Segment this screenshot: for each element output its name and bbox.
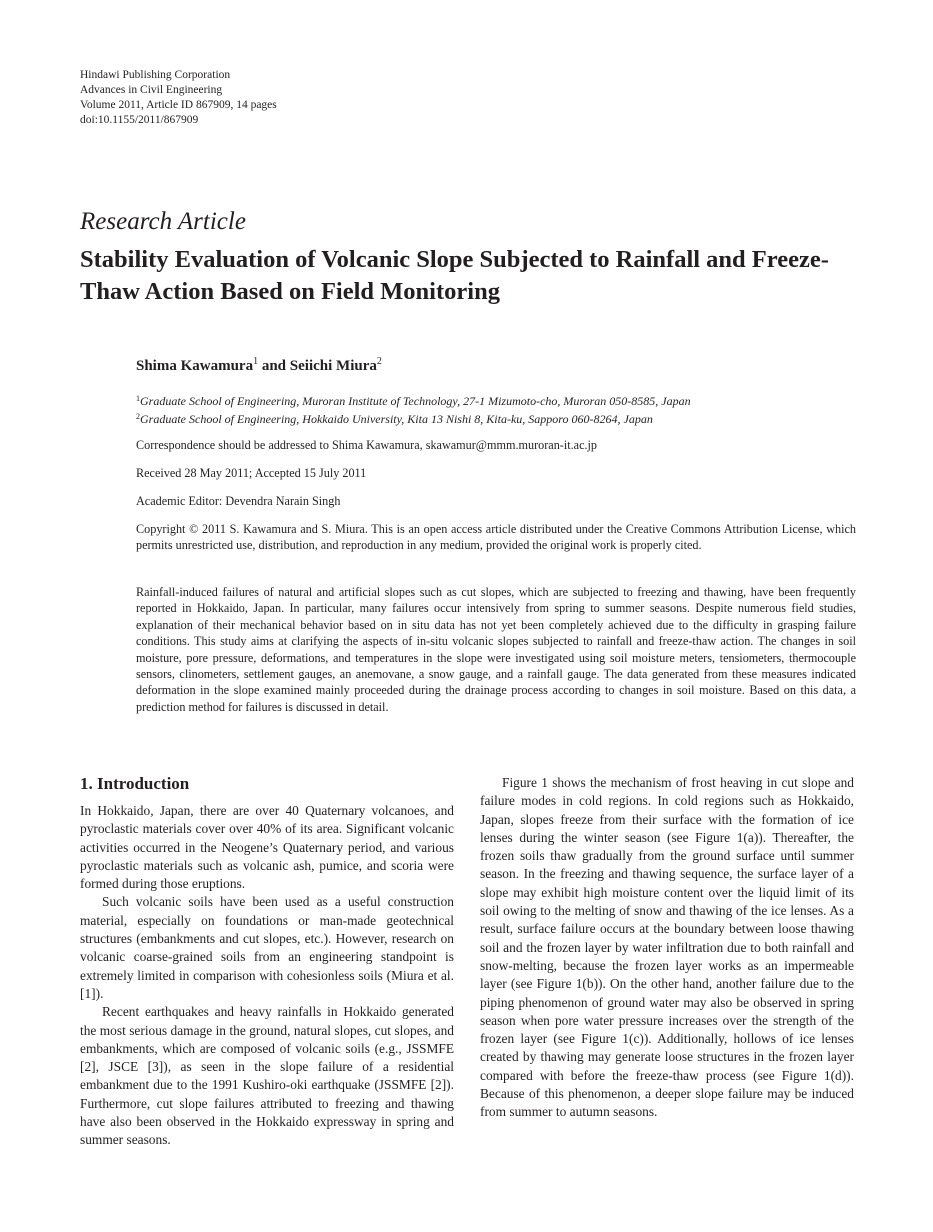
body-column-right: [480, 774, 854, 1122]
author-list: [136, 356, 856, 375]
body-paragraph: Recent earthquakes and heavy rainfalls in Hokkaido generated the most serious damage in the ground, natural slopes, cut slopes, and embankments, which are composed of volcanic soils (e.g., JSSMFE [2], JSCE [3]), as seen in the slope failure of a residential embankment due to the 1991 Kushiro-oki earthquake (JSSMFE [2]). Furthermore, cut slope failures attributed to freezing and thawing have also been observed in the Hokkaido expressway in spring and summer seasons.: [80, 1004, 454, 1148]
body-column-left: [80, 774, 454, 1150]
author-name[interactable]: Seiichi Miura: [289, 358, 377, 374]
correspondence-line: Correspondence should be addressed to Shima Kawamura, skawamur@mmm.muroran-it.ac.jp: [136, 438, 598, 452]
abstract: Rainfall-induced failures of natural and artificial slopes such as cut slopes, which are subjected to freezing and thawing, have been frequently reported in Hokkaido, Japan. In particular, many failures occur intensively from spring to summer seasons. Despite numerous field studies, explanation of their mechanical behavior based on in situ data has not yet been completely achieved due to the difficulty in grasping failure conditions. This study aims at clarifying the aspects of in-situ volcanic slopes subjected to rainfall and freeze-thaw action. The changes in soil moisture, pore pressure, deformations, and temperatures in the slope were investigated using soil moisture meters, tensiometers, thermocouple sensors, clinometers, settlement gauges, an anemovane, a snow gauge, and a rainfall gauge. The data generated from these measures indicated deformation in the slope examined mainly proceeded during the drainage process according to changes in soil moisture. Based on this data, a prediction method for failures is discussed in detail.: [136, 585, 856, 714]
doi-line[interactable]: doi:10.1155/2011/867909: [80, 114, 199, 126]
affiliation-text: Graduate School of Engineering, Muroran Institute of Technology, 27-1 Mizumoto-cho, Muroran 050-8585, Japan: [140, 394, 691, 408]
affiliation-marker: 1: [136, 394, 140, 403]
author-name[interactable]: Shima Kawamura: [136, 358, 254, 374]
journal-header: [80, 68, 277, 128]
received-dates: Received 28 May 2011; Accepted 15 July 2011: [136, 466, 367, 480]
affiliation-item: [136, 409, 856, 427]
author-affil-marker: 2: [376, 356, 382, 367]
affiliation-item: [136, 391, 856, 409]
affiliation-text: Graduate School of Engineering, Hokkaido University, Kita 13 Nishi 8, Kita-ku, Sapporo 060-8264, Japan: [140, 412, 653, 426]
copyright-notice: Copyright © 2011 S. Kawamura and S. Miura. This is an open access article distributed under the Creative Commons Attribution License, which permits unrestricted use, distribution, and reproduction in any medium, provided the original work is properly cited.: [136, 522, 856, 553]
body-paragraph: Figure 1 shows the mechanism of frost heaving in cut slope and failure modes in cold regions. In cold regions such as Hokkaido, Japan, slopes freeze from their surface with the formation of ice lenses during the winter season (see Figure 1(a)). Thereafter, the frozen soils thaw gradually from the ground surface until summer season. In the freezing and thawing sequence, the surface layer of a slope may exhibit high moisture content over the liquid limit of its soil owing to the melting of snow and thawing of the ice lenses. As a result, surface failure occurs at the boundary between loose thawing soil and the frozen layer by water infiltration due to both rainfall and snow-melting, because the frozen layer works as an impermeable layer (see Figure 1(b)). On the other hand, another failure due to the piping phenomenon of ground water may also be observed in spring season when pore water pressure increases over the strength of the frozen layer (see Figure 1(c)). Additionally, hollows of ice lenses created by thawing may generate loose structures in the frozen layer compared with before the freeze-thaw process (see Figure 1(d)). Because of this phenomenon, a deeper slope failure may be induced from summer to autumn seasons.: [480, 775, 854, 1120]
publisher-line: Hindawi Publishing Corporation: [80, 69, 231, 81]
academic-editor: Academic Editor: Devendra Narain Singh: [136, 494, 341, 508]
volume-line: Volume 2011, Article ID 867909, 14 pages: [80, 99, 277, 111]
section-heading-introduction: 1. Introduction: [80, 774, 190, 793]
affiliation-marker: 2: [136, 412, 140, 421]
journal-name-line: Advances in Civil Engineering: [80, 84, 223, 96]
article-title: Stability Evaluation of Volcanic Slope Subjected to Rainfall and Freeze-Thaw Action Based on Field Monitoring: [80, 246, 829, 305]
authors-conjunction: and: [261, 358, 287, 374]
affiliations: [136, 391, 856, 427]
article-type: Research Article: [80, 208, 246, 235]
body-paragraph: In Hokkaido, Japan, there are over 40 Quaternary volcanoes, and pyroclastic materials cover over 40% of its area. Significant volcanic activities occurred in the Neogene’s Quaternary period, and various pyroclastic materials such as volcanic ash, pumice, and scoria were formed during those eruptions.: [80, 803, 454, 892]
author-affil-marker: 1: [253, 356, 259, 367]
body-paragraph: Such volcanic soils have been used as a useful construction material, especially on foundations or man-made geotechnical structures (embankments and cut slopes, etc.). However, research on volcanic coarse-grained soils from an engineering standpoint is extremely limited in comparison with cohesionless soils (Miura et al. [1]).: [80, 894, 454, 1001]
